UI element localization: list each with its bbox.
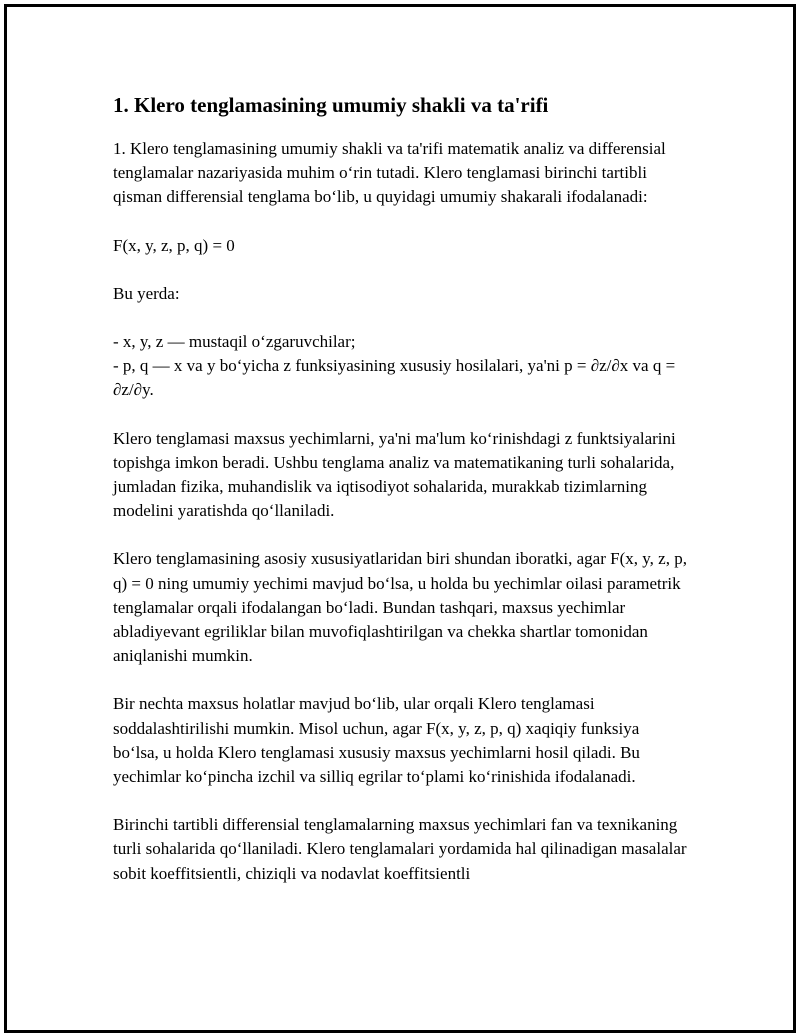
definition-item: - x, y, z — mustaqil o‘zgaruvchilar; <box>113 332 356 352</box>
definition-item: - p, q — x va y bo‘yicha z funksiyasining xususiy hosilalari, ya'ni p = ∂z/∂x va q = ∂z/∂y. <box>113 356 676 400</box>
section-heading: 1. Klero tenglamasining umumiy shakli va ta'rifi <box>113 93 549 117</box>
where-label: Bu yerda: <box>113 283 180 303</box>
intro-paragraph: 1. Klero tenglamasining umumiy shakli va ta'rifi matematik analiz va differensial tenglamalar nazariyasida muhim o‘rin tutadi. Klero tenglamasi birinchi tartibli qisman differensial tenglama bo‘lib, u quyidagi umumiy shakarali ifodalanadi: <box>113 139 666 207</box>
body-paragraph: Klero tenglamasining asosiy xususiyatlaridan biri shundan iboratki, agar F(x, y, z, p, q) = 0 ning umumiy yechimi mavjud bo‘lsa, u holda bu yechimlar oilasi parametrik tenglamalar orqali ifodalangan bo‘ladi. Bundan tashqari, maxsus yechimlar abladiyevant egriliklar bilan muvofiqlashtirilgan va chekka shartlar tomonidan aniqlanishi mumkin. <box>113 549 687 666</box>
body-paragraph: Birinchi tartibli differensial tenglamalarning maxsus yechimlari fan va texnikaning turli sohalarida qo‘llaniladi. Klero tenglamalari yordamida hal qilinadigan masalalar sobit koeffitsientli, chiziqli va nodavlat koeffitsientli <box>113 815 687 883</box>
equation: F(x, y, z, p, q) = 0 <box>113 235 235 255</box>
body-paragraph: Bir nechta maxsus holatlar mavjud bo‘lib, ular orqali Klero tenglamasi soddalashtirilishi mumkin. Misol uchun, agar F(x, y, z, p, q) xaqiqiy funksiya bo‘lsa, u holda Klero tenglamasi xususiy maxsus yechimlarni hosil qiladi. Bu yechimlar ko‘pincha izchil va silliq egrilar to‘plami ko‘rinishida ifodalanadi. <box>113 694 640 787</box>
body-paragraph: Klero tenglamasi maxsus yechimlarni, ya'ni ma'lum ko‘rinishdagi z funktsiyalarini topishga imkon beradi. Ushbu tenglama analiz va matematikaning turli sohalarida, jumladan fizika, muhandislik va iqtisodiyot sohalarida, murakkab tizimlarning modelini yaratishda qo‘llaniladi. <box>113 428 676 521</box>
document-body <box>113 90 688 910</box>
definition-list <box>113 330 688 403</box>
